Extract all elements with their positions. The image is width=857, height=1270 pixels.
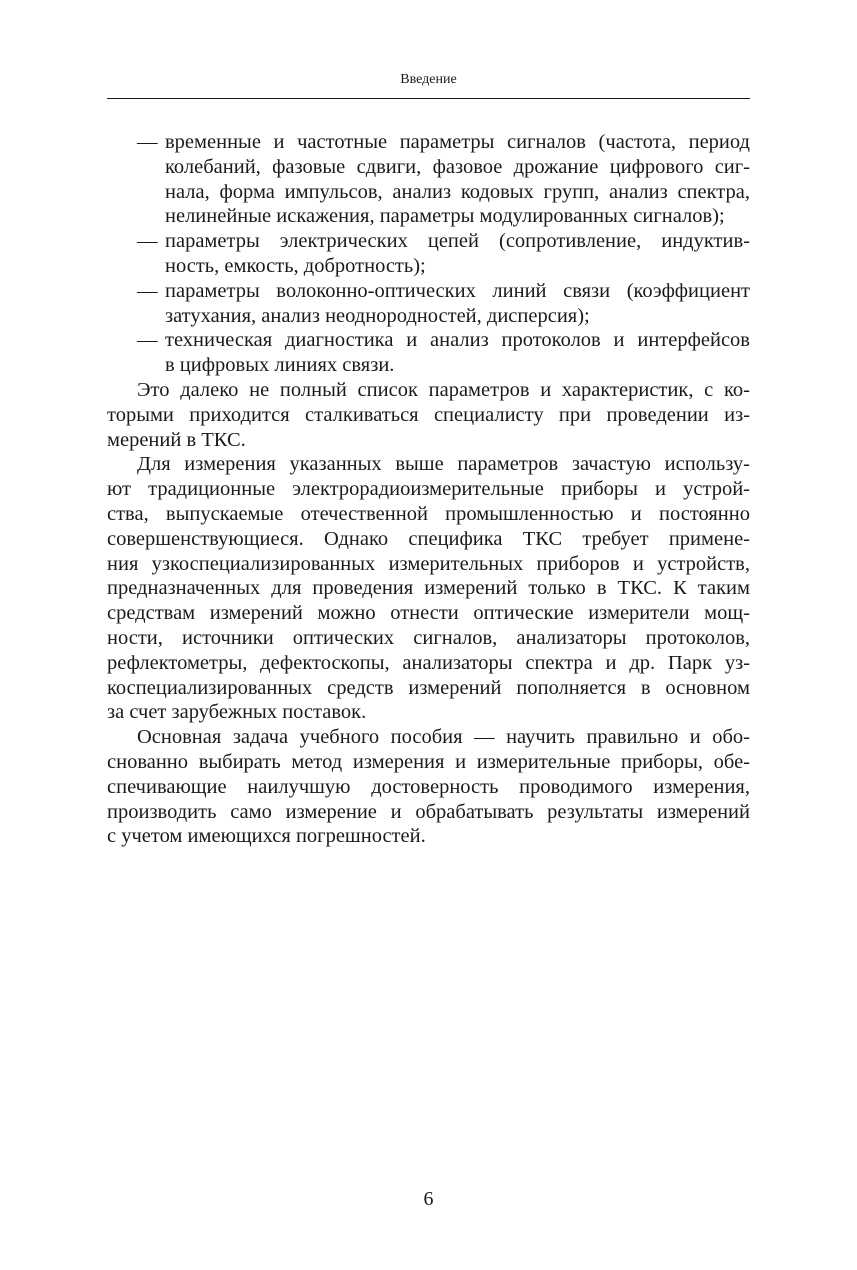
text-line: техническая диагностика и анализ протоколов и интерфейсов bbox=[165, 329, 750, 352]
text-line: торыми приходится сталкиваться специалисту при проведении из- bbox=[107, 403, 750, 426]
text-line: нелинейные искажения, параметры модулированных сигналов); bbox=[165, 205, 725, 228]
paragraph bbox=[107, 452, 750, 725]
text-line: Для измерения указанных выше параметров зачастую использу- bbox=[137, 453, 750, 476]
text-line: за счет зарубежных поставок. bbox=[107, 701, 367, 724]
list-item bbox=[107, 328, 750, 378]
text-line: нала, форма импульсов, анализ кодовых групп, анализ спектра, bbox=[165, 180, 750, 203]
text-line: в цифровых линиях связи. bbox=[165, 354, 395, 377]
running-head: Введение bbox=[400, 72, 457, 87]
text-line: с учетом имеющихся погрешностей. bbox=[107, 825, 426, 848]
paragraph bbox=[107, 378, 750, 452]
text-line: рефлектометры, дефектоскопы, анализаторы спектра и др. Парк уз- bbox=[107, 651, 750, 674]
list-item bbox=[107, 130, 750, 229]
text-line: параметры электрических цепей (сопротивление, индуктив- bbox=[165, 230, 750, 253]
list-item bbox=[107, 229, 750, 279]
text-line: ность, емкость, добротность); bbox=[165, 254, 426, 277]
text-line: ности, источники оптических сигналов, анализаторы протоколов, bbox=[107, 626, 750, 649]
text-line: производить само измерение и обрабатывать результаты измерений bbox=[107, 800, 750, 823]
text-line: колебаний, фазовые сдвиги, фазовое дрожание цифрового сиг- bbox=[165, 155, 750, 178]
text-line: ют традиционные электрорадиоизмерительные приборы и устрой- bbox=[107, 478, 750, 501]
list-dash: — bbox=[137, 131, 158, 153]
text-line: ния узкоспециализированных измерительных приборов и устройств, bbox=[107, 552, 750, 575]
text-line: ства, выпускаемые отечественной промышленностью и постоянно bbox=[107, 502, 750, 525]
text-line: средствам измерений можно отнести оптические измерители мощ- bbox=[107, 602, 750, 625]
text-line: снованно выбирать метод измерения и измерительные приборы, обе- bbox=[107, 750, 750, 773]
list-dash: — bbox=[137, 279, 158, 302]
page-number: 6 bbox=[423, 1188, 434, 1210]
text-line: параметры волоконно-оптических линий связи (коэффициент bbox=[165, 279, 750, 302]
paragraph bbox=[107, 725, 750, 849]
text-line: совершенствующиеся. Однако специфика ТКС требует примене- bbox=[107, 527, 750, 550]
text-line: Это далеко не полный список параметров и характеристик, с ко- bbox=[137, 378, 750, 401]
text-line: предназначенных для проведения измерений только в ТКС. К таким bbox=[107, 577, 750, 600]
header-rule bbox=[107, 98, 750, 99]
text-line: коспециализированных средств измерений пополняется в основном bbox=[107, 676, 750, 699]
list-item bbox=[107, 279, 750, 329]
text-line: мерений в ТКС. bbox=[107, 428, 246, 451]
text-line: затухания, анализ неоднородностей, дисперсия); bbox=[165, 304, 590, 327]
text-line: Основная задача учебного пособия — научить правильно и обо- bbox=[137, 726, 750, 749]
text-line: спечивающие наилучшую достоверность проводимого измерения, bbox=[107, 775, 750, 798]
list-dash: — bbox=[137, 230, 158, 253]
body-text bbox=[107, 130, 750, 849]
list-dash: — bbox=[137, 329, 158, 352]
text-line: временные и частотные параметры сигналов (частота, период bbox=[165, 131, 750, 153]
